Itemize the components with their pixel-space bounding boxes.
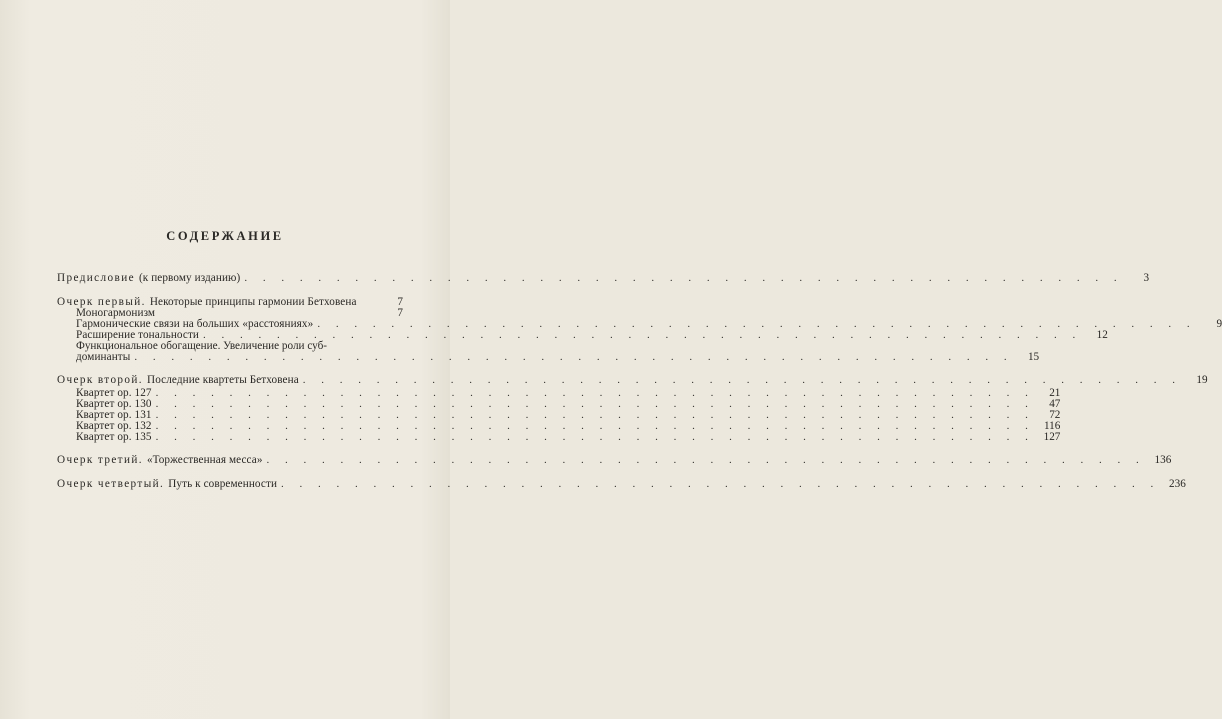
leader-dots: . . . . . . . . . . . . . . . . . . . . . . . . . . . . . . . . . . . . . . . . . . . . . . . . [155,420,1035,432]
toc-page-number: 3 [1143,272,1150,284]
toc-subentry-title: Квартет ор. 127 [76,387,152,399]
toc-entry-essay-3 [57,454,1172,466]
toc-page-number: 15 [1027,351,1040,363]
toc-subentry-title: Расширение тональности [76,329,200,341]
toc-page-number: 19 [1196,374,1208,386]
leader-dots: . . . . . . . . . . . . . . . . . . . . . . . . . . . . . . . . . . . . . . . . . . . . . . . . [134,351,1014,363]
leader-dots: . . . . . . . . . . . . . . . . . . . . . . . . . . . . . . . . . . . . . . . . . . . . . . . . [155,431,1035,443]
toc-subentry-title: Гармонические связи на больших «расстояниях» [76,318,314,330]
toc-entry-preface [57,272,1150,284]
toc-page-number: 236 [1169,478,1186,490]
toc-entry-title: «Торжественная месса» [146,454,263,466]
toc-page-number: 12 [1096,329,1108,341]
toc-page-number: 127 [1043,431,1061,443]
leader-dots: . . . . . . . . . . . . . . . . . . . . . . . . . . . . . . . . . . . . . . . . . . . . . . . . [155,398,1035,410]
toc-subentry-title: Квартет ор. 131 [76,409,152,421]
toc-page-number: 7 [397,296,403,308]
toc-entry-title: Предисловие [57,272,135,284]
leader-dots: . . . . . . . . . . . . . . . . . . . . . . . . . . . . . . . . . . . . . . . . . . . . . . . . [317,318,1197,330]
toc-entry-title: Некоторые принципы гармонии Бетховена [149,296,357,308]
leader-dots: . . . . . . . . . . . . . . . . . . . . . . . . . . . . . . . . . . . . . . . . . . . . . . . . [244,272,1124,284]
toc-heading: СОДЕРЖАНИЕ [166,229,284,243]
toc-subentry [76,431,1061,443]
toc-subentry-title: Квартет ор. 132 [76,420,152,432]
leader-dots: . . . . . . . . . . . . . . . . . . . . . . . . . . . . . . . . . . . . . . . . . . . . . . . . [281,478,1160,490]
toc-entry-essay-4 [57,478,1186,490]
leader-dots: . . . . . . . . . . . . . . . . . . . . . . . . . . . . . . . . . . . . . . . . . . . . . . . . [155,387,1035,399]
toc-page-number: 21 [1049,387,1061,399]
leader-dots: . . . . . . . . . . . . . . . . . . . . . . . . . . . . . . . . . . . . . . . . . . . . . . . . [266,454,1146,466]
toc-page-number: 136 [1154,454,1172,466]
toc-entry-essay-2 [57,374,1208,386]
toc-subentry [76,351,1040,363]
toc-entry-title: Последние квартеты Бетховена [147,374,299,386]
toc-subentry-title: Квартет ор. 135 [76,431,152,443]
toc-page-number: 7 [397,307,403,319]
toc-essay-label: Очерк четвертый. [57,478,165,490]
toc-page-number: 116 [1044,420,1061,432]
toc-page-number: 47 [1049,398,1061,410]
toc-entry-subtitle: (к первому изданию) [138,272,241,284]
toc-subentry-title-line-2: доминанты [76,351,131,363]
leader-dots: . . . . . . . . . . . . . . . . . . . . . . . . . . . . . . . . . . . . . . . . . . . . . . . . [155,409,1035,421]
toc-essay-label: Очерк третий. [57,454,143,466]
toc-subentry-title: Моногармонизм [76,307,156,319]
toc-subentry-title: Квартет ор. 130 [76,398,152,410]
toc-page-number: 9 [1216,318,1222,330]
toc-essay-label: Очерк первый. [57,296,146,308]
leader-dots: . . . . . . . . . . . . . . . . . . . . . . . . . . . . . . . . . . . . . . . . . . . . . . . . [203,329,1082,341]
toc-subentry-title-line-1: Функциональное обогащение. Увеличение роли суб- [76,340,328,352]
toc-entry-title: Путь к современности [168,478,278,490]
toc-page-number: 72 [1049,409,1061,421]
leader-dots: . . . . . . . . . . . . . . . . . . . . . . . . . . . . . . . . . . . . . . . . . . . . . . . . [302,374,1182,386]
toc-essay-label: Очерк второй. [57,374,144,386]
